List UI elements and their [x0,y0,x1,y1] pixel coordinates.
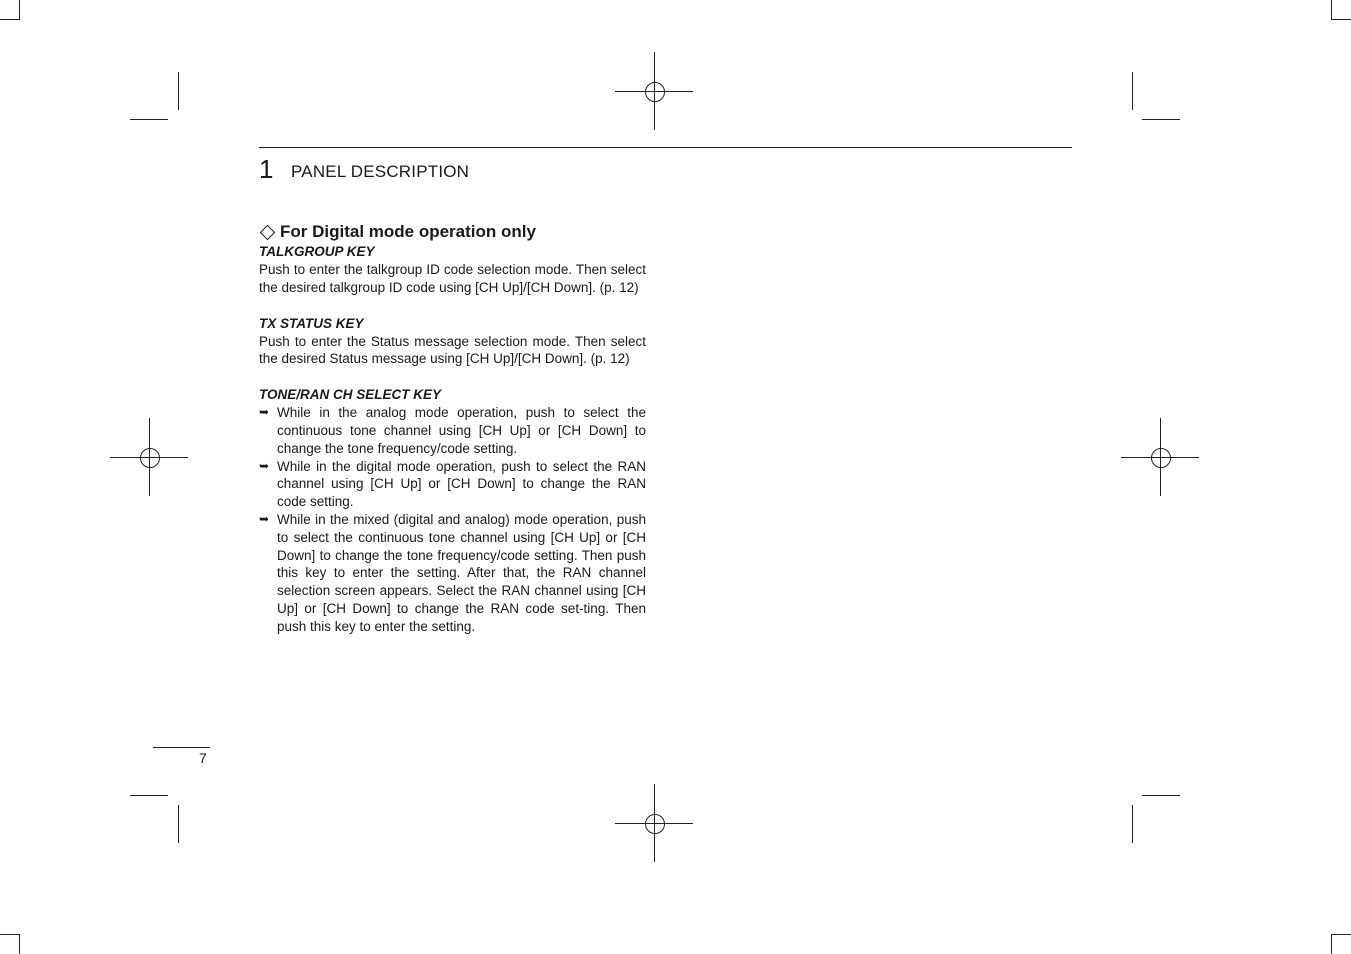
diamond-icon [260,224,276,240]
bullet-text: While in the mixed (digital and analog) mode operation, push to select the continuous tone channel using [CH Up] or [CH Down] to change the tone frequency/code setting. Then push this key to enter the setting. After that, the RAN channel selection screen appears. Select the RAN channel using [CH Up] or [CH Down] to change the RAN code set-ting. Then push this key to enter the setting. [277,511,646,634]
crop-mark [0,19,20,20]
talkgroup-key-title: TALKGROUP KEY [259,244,375,259]
talkgroup-key-description: Push to enter the talkgroup ID code selection mode. Then select the desired talkgroup ID code using [CH Up]/[CH Down]. (p. 12) [259,262,646,295]
content-column [259,221,646,636]
bullet-text: While in the analog mode operation, push to select the continuous tone channel using [CH Up] or [CH Down] to change the tone frequency/code setting. [277,405,646,456]
trim-mark [1132,72,1133,110]
chapter-number: 1 [259,154,274,184]
registration-mark [615,784,695,864]
trim-mark [1142,795,1180,796]
crop-mark [19,934,20,954]
trim-mark [1132,805,1133,843]
arrow-bullet-icon: ➥ [259,458,270,473]
crop-mark [19,0,20,20]
trim-mark [1142,119,1180,120]
crop-mark [1331,934,1351,935]
trim-mark [178,805,179,843]
section-heading [259,221,646,243]
registration-mark [615,52,695,132]
trim-mark [130,119,168,120]
crop-mark [1331,0,1332,20]
header-rule [259,147,1072,148]
arrow-bullet-icon: ➥ [259,511,270,526]
crop-mark [1331,19,1351,20]
list-item [259,511,646,636]
page-number-rule [153,747,210,748]
crop-mark [0,934,20,935]
list-item [259,404,646,457]
arrow-bullet-icon: ➥ [259,405,270,420]
registration-mark [110,418,190,498]
trim-mark [130,795,168,796]
trim-mark [178,72,179,110]
tx-status-key-description: Push to enter the Status message selection mode. Then select the desired Status message using [CH Up]/[CH Down]. (p. 12) [259,333,646,367]
chapter-title: PANEL DESCRIPTION [291,162,470,181]
bullet-text: While in the digital mode operation, push to select the RAN channel using [CH Up] or [CH Down] to change the RAN code setting. [277,458,646,510]
crop-mark [1331,934,1332,954]
tx-status-key-title: TX STATUS KEY [259,315,364,331]
page-number: 7 [199,750,207,766]
section-title: For Digital mode operation only [280,222,536,241]
list-item [259,458,646,511]
tone-ran-key-title: TONE/RAN CH SELECT KEY [259,387,442,403]
registration-mark [1121,418,1201,498]
